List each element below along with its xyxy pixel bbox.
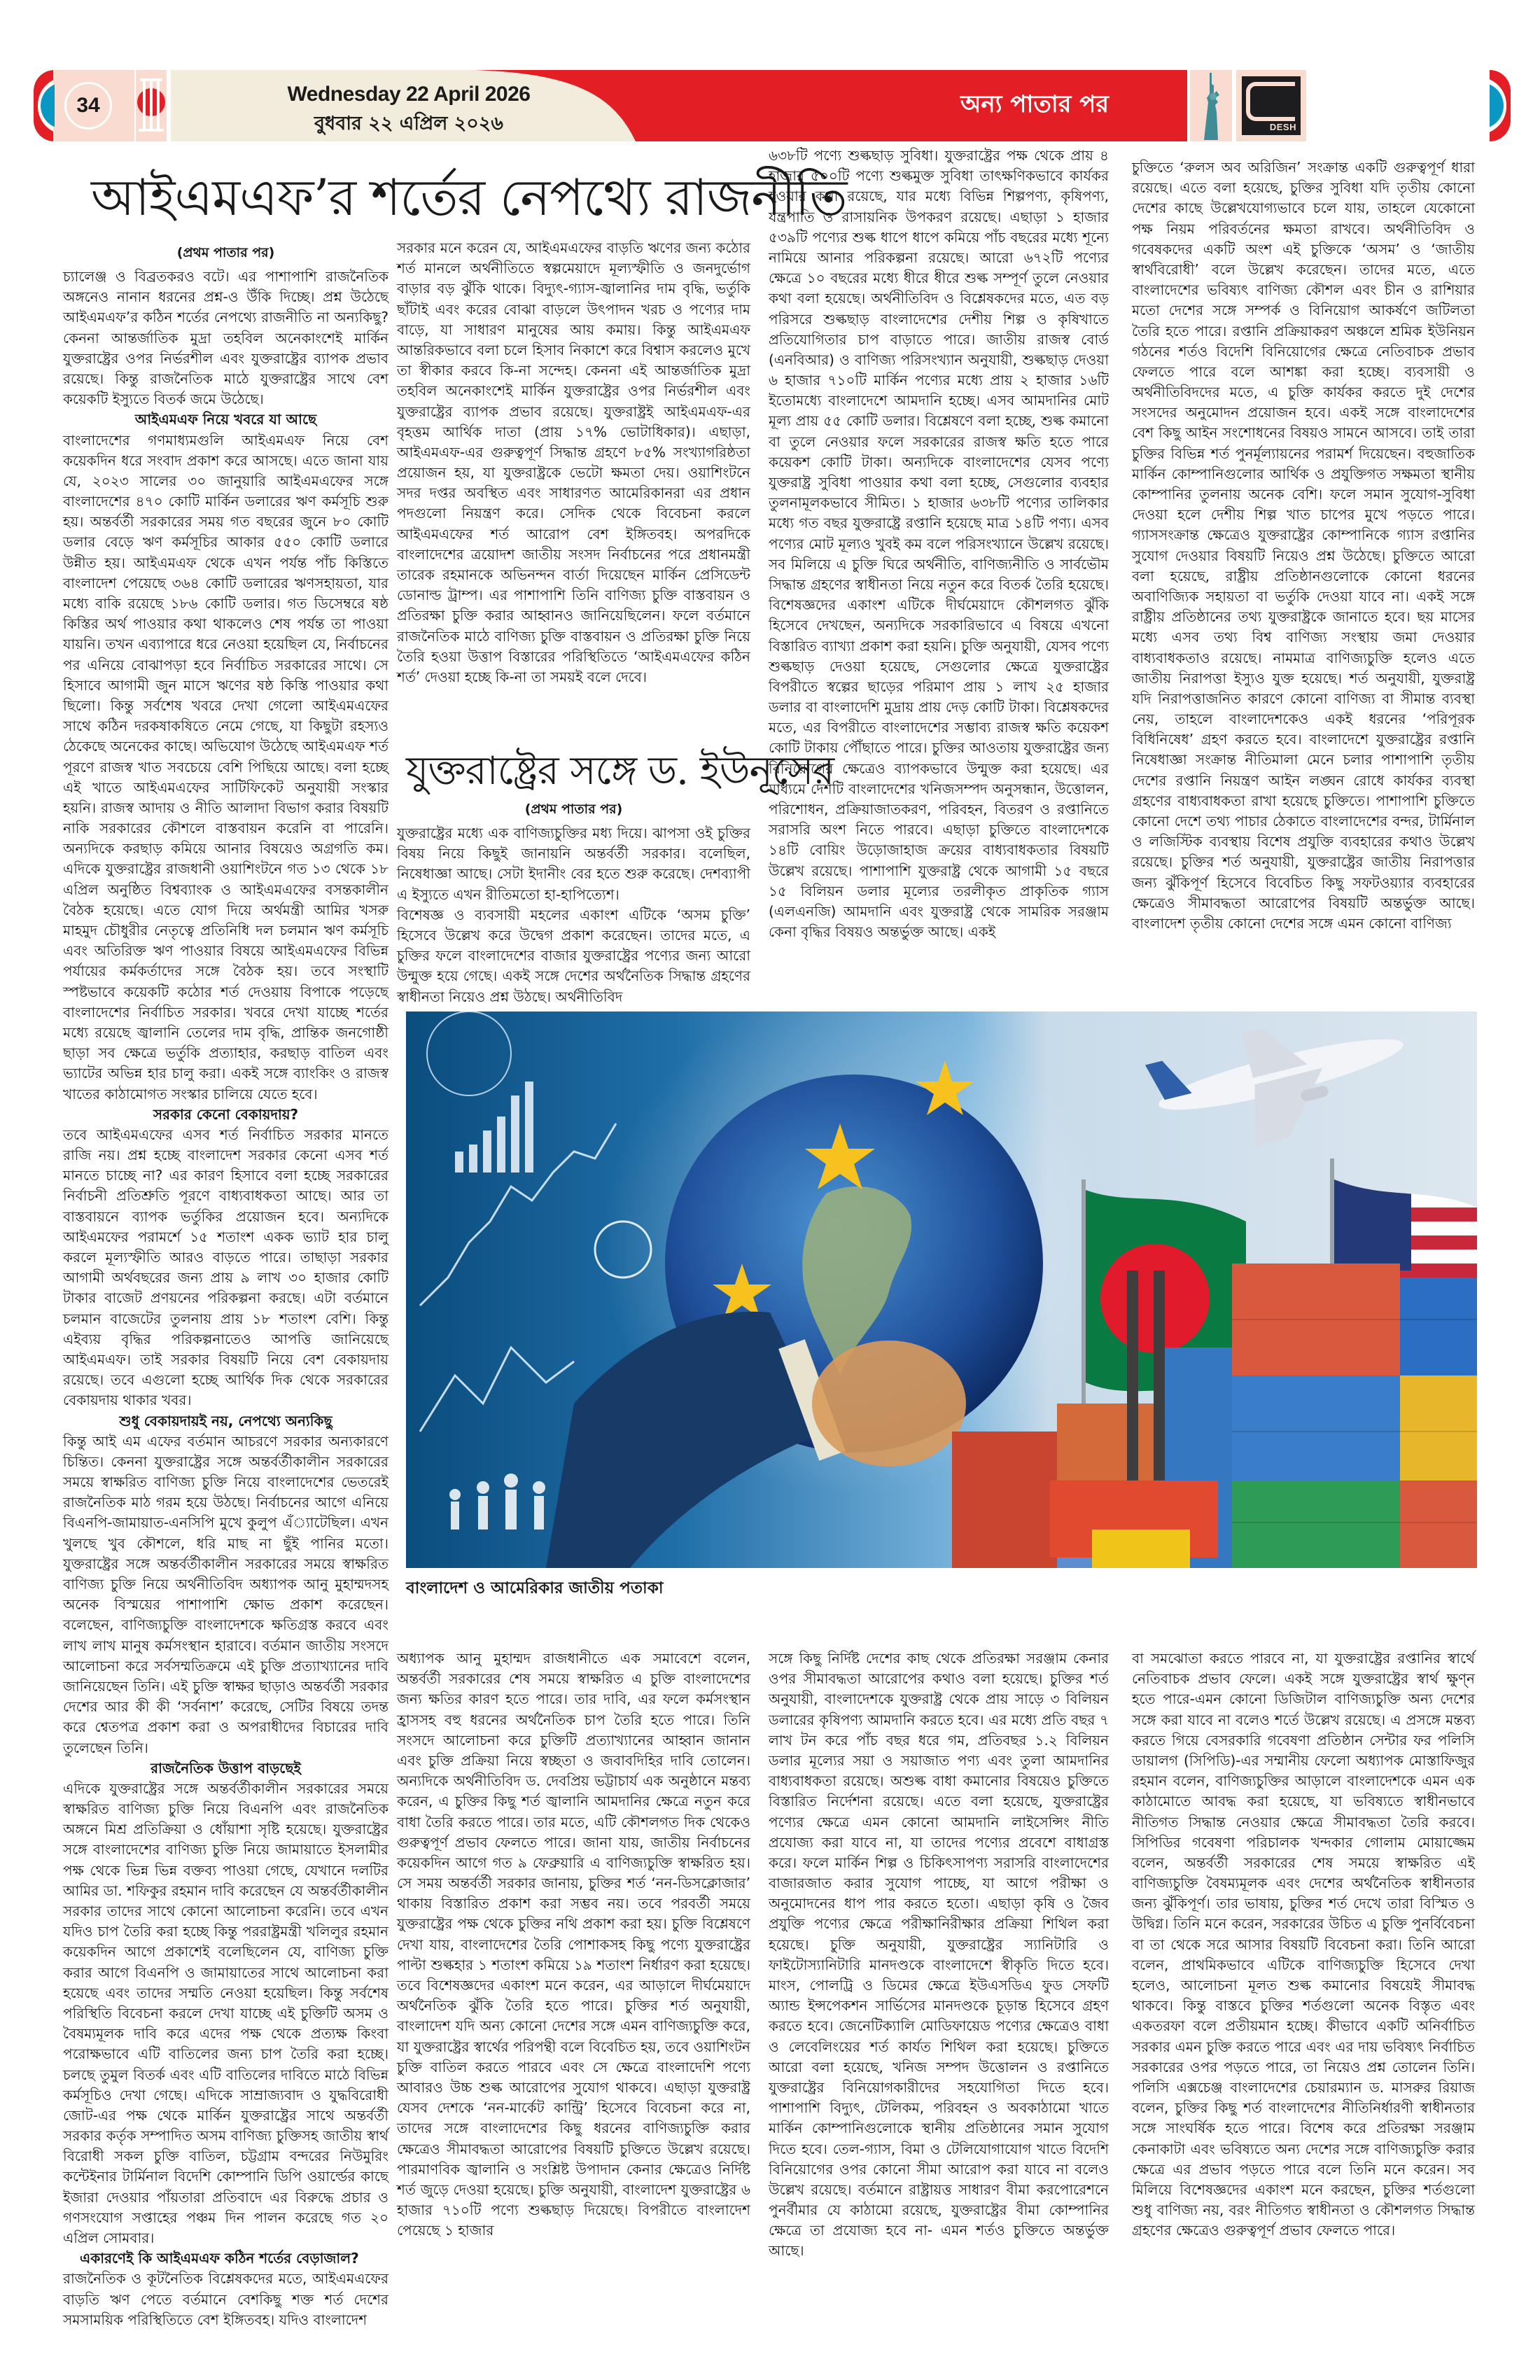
logo-wordmark: DESH: [1269, 122, 1296, 132]
paragraph: সঙ্গে কিছু নির্দিষ্ট দেশের কাছ থেকে প্রতিরক্ষা সরঞ্জাম কেনার ওপর সীমাবদ্ধতা আরোপের কথাও বলা হয়েছে। চুক্তির শর্ত অনুযায়ী, বাংলাদেশকে যুক্তরাষ্ট্র থেকে প্রায় সাড়ে ৩ বিলিয়ন ডলারের কৃষিপণ্য আমদানি করতে হবে। এর মধ্যে প্রতি বছর ৭ লাখ টন করে পাঁচ বছর ধরে গম, প্রতিবছর ১.২ বিলিয়ন ডলার মূল্যের সয়া ও সয়াজাত পণ্য এবং তুলা আমদানির বাধ্যবাধকতা রয়েছে। অশুল্ক বাধা কমানোর বিষয়েও চুক্তিতে বিস্তারিত নির্দেশনা রয়েছে। এতে বলা হয়েছে, যুক্তরাষ্ট্রের পণ্যের ক্ষেত্রে এমন কোনো আমদানি লাইসেন্সিং নীতি প্রযোজ্য করা যাবে না, যা তাদের পণ্যের প্রবেশে বাধাগ্রস্ত করে। ফলে মার্কিন শিল্প ও চিকিৎসাপণ্য সরাসরি বাংলাদেশের বাজারজাত করার সুযোগ পাচ্ছে, যা আগে পরীক্ষা ও অনুমোদনের ধাপ পার করতে হতো। এছাড়া কৃষি ও জৈব প্রযুক্তি পণ্যের ক্ষেত্রে পরীক্ষানিরীক্ষার প্রক্রিয়া শিথিল করা হয়েছে। চুক্তি অনুযায়ী, যুক্তরাষ্ট্রের স্যানিটারি ও ফাইটোস্যানিটারি মানদণ্ডকে বাংলাদেশে স্বীকৃতি দিতে হবে। মাংস, পোলট্রি ও ডিমের ক্ষেত্রে ইউএসডিএ ফুড সেফটি অ্যান্ড ইন্সপেকশন সার্ভিসের মানদণ্ডকে চূড়ান্ত হিসেবে গ্রহণ করতে হবে। জেনেটিক্যালি মোডিফায়েড পণ্যের ক্ষেত্রেও বাধা ও লেবেলিংয়ের শর্ত কার্যত শিথিল করা হয়েছে। চুক্তিতে আরো বলা হয়েছে, খনিজ সম্পদ উত্তোলন ও রপ্তানিতে যুক্তরাষ্ট্রের বিনিয়োগকারীদের সহযোগিতা দিতে হবে। পাশাপাশি বিদ্যুৎ, টেলিকম, পরিবহন ও অবকাঠামো খাতে মার্কিন কোম্পানিগুলোকে স্থানীয় প্রতিষ্ঠানের সমান সুযোগ দিতে হবে। তেল-গ্যাস, বিমা ও টেলিযোগাযোগ খাতে বিদেশি বিনিয়োগের ওপর কোনো সীমা আরোপ করা যাবে না বলেও উল্লেখ রয়েছে। বর্তমানে রাষ্ট্রায়ত্ত সাধারণ বীমা করপোরেশনে পুনর্বীমার যে কাঠামো রয়েছে, যুক্তরাষ্ট্রের বীমা কোম্পানির ক্ষেত্রে তা প্রযোজ্য হবে না- এমন শর্তও চুক্তিতে অন্তর্ভুক্ত আছে।: [769, 1650, 1109, 2260]
photo-caption: বাংলাদেশ ও আমেরিকার জাতীয় পতাকা: [406, 1579, 664, 1597]
airplane-icon: [1144, 1011, 1419, 1167]
paragraph: ৬৩৮টি পণ্যে শুল্কছাড় সুবিধা। যুক্তরাষ্ট্রের পক্ষ থেকে প্রায় ৪ হাজার ৫০০টি পণ্যে শুল্কমুক্ত সুবিধা তাৎক্ষণিকভাবে কার্যকর হওয়ার কথা রয়েছে, যার মধ্যে বিভিন্ন শিল্পপণ্য, কৃষিপণ্য, যন্ত্রপাতি ও রাসায়নিক উপকরণ রয়েছে। এছাড়া ১ হাজার ৫৩৯টি পণ্যের শুল্ক ধাপে ধাপে কমিয়ে পাঁচ বছরের মধ্যে শূন্যে নামিয়ে আনার পরিকল্পনা রয়েছে। আরো ৬৭২টি পণ্যের ক্ষেত্রে ১০ বছরের মধ্যে ধীরে ধীরে শুল্ক সম্পূর্ণ তুলে নেওয়ার কথা বলা হয়েছে। অর্থনীতিবিদ ও বিশ্লেষকদের মতে, এত বড় পরিসরে শুল্কছাড় বাংলাদেশের দেশীয় শিল্প ও কৃষিখাতে প্রতিযোগিতার চাপ বাড়াতে পারে। জাতীয় রাজস্ব বোর্ড (এনবিআর) ও বাণিজ্য পরিসংখ্যান অনুযায়ী, শুল্কছাড় দেওয়া ৬ হাজার ৭১০টি মার্কিন পণ্যের মধ্যে প্রায় ২ হাজার ১৬টি ইতোমধ্যে বাংলাদেশে আমদানি হচ্ছে। এসব আমদানির মোট মূল্য প্রায় ৫৫ কোটি ডলার। বিশ্লেষণে বলা হচ্ছে, শুল্ক কমানো বা তুলে নেওয়ার ফলে সরকারের রাজস্ব ক্ষতি হতে পারে কয়েকশ কোটি টাকা। অন্যদিকে বাংলাদেশের যেসব পণ্যে যুক্তরাষ্ট্র সুবিধা পাওয়ার কথা বলা হচ্ছে, সেগুলোর ব্যবহার তুলনামূলকভাবে সীমিত। ১ হাজার ৬৩৮টি পণ্যের তালিকার মধ্যে গত বছর যুক্তরাষ্ট্রে রপ্তানি হয়েছে মাত্র ১৪টি পণ্য। এসব পণ্যের মোট মূল্যও খুবই কম বলে পরিসংখ্যানে উল্লেখ রয়েছে। সব মিলিয়ে এ চুক্তি ঘিরে অর্থনীতি, বাণিজ্যনীতি ও সার্বভৌম সিদ্ধান্ত গ্রহণের স্বাধীনতা নিয়ে নতুন করে বিতর্ক তৈরি হয়েছে। বিশেষজ্ঞদের একাংশ এটিকে দীর্ঘমেয়াদে কৌশলগত ঝুঁকি হিসেবে দেখছেন, অন্যদিকে সরকারিভাবে এ বিষয়ে এখনো বিস্তারিত ব্যাখ্যা প্রকাশ করা হয়নি। চুক্তি অনুযায়ী, যেসব পণ্যে শুল্কছাড় দেওয়া হয়েছে, সেগুলোর ক্ষেত্রে যুক্তরাষ্ট্রের বিপরীতে স্বল্পের ছাড়ের পরিমাণ প্রায় ১ লাখ ২৫ হাজার ডলার বা বাংলাদেশি মুদ্রায় প্রায় দেড় কোটি টাকা। বিশ্লেষকদের মতে, এর বিপরীতে বাংলাদেশের সম্ভাব্য রাজস্ব ক্ষতি কয়েকশ কোটি টাকায় পৌঁছাতে পারে। চুক্তির আওতায় যুক্তরাষ্ট্রের জন্য বিনিয়োগের ক্ষেত্রেও ব্যাপকভাবে উন্মুক্ত করা হয়েছে। এর মাধ্যমে দেশটি বাংলাদেশের খনিজসম্পদ অনুসন্ধান, উত্তোলন, পরিশোধন, প্রক্রিয়াজাতকরণ, পরিবহন, বিতরণ ও রপ্তানিতে সরাসরি অংশ নিতে পারবে। এছাড়া চুক্তিতে বাংলাদেশকে ১৪টি বোয়িং উড়োজাহাজ ক্রয়ের বাধ্যবাধকতার বিষয়টি উল্লেখ রয়েছে। পাশাপাশি যুক্তরাষ্ট্র থেকে আগামী ১৫ বছরে ১৫ বিলিয়ন ডলার মূল্যের তরলীকৃত প্রাকৃতিক গ্যাস (এলএনজি) আমদানি এবং যুক্তরাষ্ট্র থেকে সামরিক সরঞ্জাম কেনা বৃদ্ধির বিষয়ও অন্তর্ভুক্ত আছে। একই: [769, 147, 1109, 941]
section-label: অন্য পাতার পর: [960, 90, 1110, 118]
paragraph: তবে আইএমএফের এসব শর্ত নির্বাচিত সরকার মানতে রাজি নয়। প্রশ্ন হচ্ছে বাংলাদেশ সরকার কেনো এসব শর্ত মানতে চাচ্ছে না? এর কারণ হিসাবে বলা হচ্ছে সরকারের নির্বাচনী প্রতিশ্রুতি পূরণে বাধ্যবাধকতা আছে। আর তা বাস্তবায়নে ব্যাপক ভর্তুকির প্রয়োজন হবে। অন্যদিকে আইএমফের পরামর্শে ১৫ শতাংশ একক ভ্যাট হার চালু করলে মূল্যস্ফীতি আরও বাড়তে পারে। তাছাড়া সরকার আগামী অর্থবছরের জন্য প্রায় ৯ লাখ ৩০ হাজার কোটি টাকার বাজেট প্রণয়নের পরিকল্পনা করছে। এটা বর্তমানে চলমান বাজেটের তুলনায় প্রায় ১৮ শতাংশ বেশি। কিন্তু এইব্যয় বৃদ্ধির পরিকল্পনাতেও আপত্তি জানিয়েছে আইএমএফ। তাই সরকার বিষয়টি নিয়ে বেশ বেকায়দায় রয়েছে। তবে এগুলো হচ্ছে আর্থিক দিক থেকে সরকারের বেকায়দায় থাকার খবর।: [63, 1126, 388, 1409]
desh-logo: [1236, 70, 1306, 141]
subheading: আইএমএফ নিয়ে খবরে যা আছে: [134, 411, 317, 428]
paragraph: বা সমঝোতা করতে পারবে না, যা যুক্তরাষ্ট্রের রপ্তানির স্বার্থে নেতিবাচক প্রভাব ফেলে। একই সঙ্গে যুক্তরাষ্ট্রের স্বার্থ ক্ষুণ্ন হতে পারে-এমন কোনো ডিজিটাল বাণিজ্যচুক্তি অন্য দেশের সঙ্গে করা যাবে না বলেও শর্তে উল্লেখ রয়েছে। এ প্রসঙ্গে মন্তব্য করতে গিয়ে বেসরকারি গবেষণা প্রতিষ্ঠান সেন্টার ফর পলিসি ডায়ালগ (সিপিডি)-এর সম্মানীয় ফেলো অধ্যাপক মোস্তাফিজুর রহমান বলেন, বাণিজ্যচুক্তির আড়ালে বাংলাদেশকে এমন এক কাঠামোতে আবদ্ধ করা হয়েছে, যা ভবিষ্যতে স্বাধীনভাবে নীতিগত সিদ্ধান্ত নেওয়ার ক্ষেত্রে সীমাবদ্ধতা তৈরি করবে। সিপিডির গবেষণা পরিচালক খন্দকার গোলাম মোয়াজ্জেম বলেন, অন্তর্বর্তী সরকারের শেষ সময়ে স্বাক্ষরিত এই বাণিজ্যচুক্তি বৈষম্যমূলক এবং দেশের অর্থনৈতিক স্বাধীনতার জন্য ঝুঁকিপূর্ণ। তার ভাষায়, চুক্তির শর্ত দেখে তারা বিস্মিত ও উদ্বিগ্ন। তিনি মনে করেন, সরকারের উচিত এ চুক্তি পুনর্বিবেচনা বা তা থেকে সরে আসার বিষয়টি বিবেচনা করা। তিনি আরো বলেন, প্রাথমিকভাবে এটিকে বাণিজ্যচুক্তি হিসেবে দেখা হলেও, আলোচনা মূলত শুল্ক কমানোর বিষয়েই সীমাবদ্ধ থাকবে। কিন্তু বাস্তবে চুক্তির শর্তগুলো অনেক বিস্তৃত এবং একতরফা বলে প্রতীয়মান হচ্ছে। কীভাবে একটি অনির্বাচিত সরকার এমন চুক্তি করতে পারে এবং এর দায় ভবিষ্যৎ নির্বাচিত সরকারের ওপর পড়তে পারে, তা নিয়েও প্রশ্ন তোলেন তিনি। পলিসি এক্সচেঞ্জ বাংলাদেশের চেয়ারম্যান ড. মাসরুর রিয়াজ বলেন, চুক্তির কিছু শর্ত বাংলাদেশের নীতিনির্ধারণী স্বাধীনতার সঙ্গে সাংঘর্ষিক হতে পারে। বিশেষ করে প্রতিরক্ষা সরঞ্জাম কেনাকাটা এবং ভবিষ্যতে অন্য দেশের সঙ্গে বাণিজ্যচুক্তি করার ক্ষেত্রে এর প্রভাব পড়তে পারে বলে তিনি মনে করেন। সব মিলিয়ে বিশেষজ্ঞদের একাংশ মনে করছেন, চুক্তির শর্তগুলো শুধু বাণিজ্য নয়, বরং নীতিগত স্বাধীনতা ও কৌশলগত সিদ্ধান্ত গ্রহণের ক্ষেত্রেও গুরুত্বপূর্ণ প্রভাব ফেলতে পারে।: [1132, 1650, 1475, 2239]
subheading: রাজনৈতিক উত্তাপ বাড়ছেই: [150, 1759, 301, 1777]
article2-column-2: [397, 1648, 750, 2241]
paragraph: চুক্তিতে ‘রুলস অব অরিজিন’ সংক্রান্ত একটি গুরুত্বপূর্ণ ধারা রয়েছে। এতে বলা হয়েছে, চুক্তির সুবিধা যদি তৃতীয় কোনো দেশের কাছে উল্লেখযোগ্যভাবে চলে যায়, তাহলে যেকোনো পক্ষ নিয়ম পরিবর্তনের ক্ষমতা রাখবে। অর্থনীতিবিদ ও গবেষকদের একটি অংশ এই চুক্তিকে ‘অসম’ ও ‘জাতীয় স্বার্থবিরোধী’ বলে উল্লেখ করেছেন। তাদের মতে, এতে বাংলাদেশের ভবিষ্যৎ বাণিজ্য কৌশল এবং চীন ও রাশিয়ার মতো দেশের সঙ্গে সম্পর্ক ও বিনিয়োগ আকর্ষণে জটিলতা তৈরি হতে পারে। রপ্তানি প্রক্রিয়াকরণ অঞ্চলে শ্রমিক ইউনিয়ন গঠনের শর্তও বিদেশি বিনিয়োগের ক্ষেত্রে নেতিবাচক প্রভাব ফেলতে পারে বলে আশঙ্কা করা হচ্ছে। ব্যবসায়ী ও অর্থনীতিবিদদের মতে, এ চুক্তি কার্যকর করতে দুই দেশের সংসদের অনুমোদন প্রয়োজন হবে। একই সঙ্গে বাংলাদেশের বেশ কিছু আইন সংশোধনের বিষয়ও সামনে আসবে। তাই তারা চুক্তির বিভিন্ন শর্ত পুনর্মূল্যায়নের পরামর্শ দিয়েছেন। বহুজাতিক মার্কিন কোম্পানিগুলোর আর্থিক ও প্রযুক্তিগত সক্ষমতা স্থানীয় কোম্পানির তুলনায় অনেক বেশি। ফলে সমান সুযোগ-সুবিধা দেওয়া হলে দেশীয় শিল্প খাত চাপের মুখে পড়তে পারে। গ্যাসসংক্রান্ত ক্ষেত্রেও যুক্তরাষ্ট্রের কোম্পানিকে গ্যাস রপ্তানির সুযোগ দেওয়ার বিষয়টি নিয়েও প্রশ্ন উঠেছে। চুক্তিতে আরো বলা হয়েছে, রাষ্ট্রীয় প্রতিষ্ঠানগুলোকে কোনো ধরনের অবাণিজ্যিক সহায়তা বা ভর্তুকি দেওয়া যাবে না। একই সঙ্গে রাষ্ট্রীয় প্রতিষ্ঠানের তথ্য যুক্তরাষ্ট্রকে জানাতে হবে। ছয় মাসের মধ্যে এসব তথ্য বিশ্ব বাণিজ্য সংস্থায় জমা দেওয়ার বাধ্যবাধকতাও রয়েছে। নামমাত্র বাণিজ্যচুক্তি হলেও এতে জাতীয় নিরাপত্তা ইস্যুও যুক্ত হয়েছে। শর্ত অনুযায়ী, যুক্তরাষ্ট্র যদি নিরাপত্তাজনিত কারণে কোনো বাণিজ্য বা সীমান্ত ব্যবস্থা নেয়, তাহলে বাংলাদেশকেও একই ধরনের ‘পরিপূরক বিধিনিষেধ’ গ্রহণ করতে হবে। বাংলাদেশে যুক্তরাষ্ট্রের রপ্তানি নিষেধাজ্ঞা সংক্রান্ত নীতিমালা মেনে চলার পাশাপাশি তৃতীয় দেশের রপ্তানি নিয়ন্ত্রণ আইন লঙ্ঘন রোধে কার্যকর ব্যবস্থা গ্রহণের বাধ্যবাধকতা রাখা হয়েছে চুক্তিতে। পাশাপাশি চুক্তিতে কোনো দেশে তথ্য পাচার ঠেকাতে বাংলাদেশের বন্দর, টার্মিনাল ও লজিস্টিক ব্যবস্থায় বিশেষ প্রযুক্তি ব্যবহারের কথাও উল্লেখ রয়েছে। চুক্তির শর্ত অনুযায়ী, যুক্তরাষ্ট্রের জাতীয় নিরাপত্তার জন্য ঝুঁকিপূর্ণ হিসেবে বিবেচিত কিছু সফটওয়্যার ব্যবহারের ক্ষেত্রেও সীমাবদ্ধতা আরোপের বিষয়টি অন্তর্ভুক্ত আছে। বাংলাদেশ তৃতীয় কোনো দেশের সঙ্গে এমন কোনো বাণিজ্য: [1132, 159, 1475, 932]
article2-column-top: [397, 798, 750, 1007]
paragraph: কিন্তু আই এম এফের বর্তমান আচরণে সরকার অন্যকারণে চিন্তিত। কেননা যুক্তরাষ্ট্রের সঙ্গে অন্তর্বর্তীকালীন সরকারের সময়ে স্বাক্ষরিত বাণিজ্য চুক্তি নিয়ে বাংলাদেশের ভেতরেই রাজনৈতিক মাঠ গরম হয়ে উঠছে। নির্বাচনের আগে এনিয়ে বিএনপি-জামায়াত-এনসিপি মুখে কুলুপ এঁ্যাটেছিল। এখন খুলছে খুব কৌশলে, ধরি মাছ না ছুঁই পানির মতো। যুক্তরাষ্ট্রের সঙ্গে অন্তর্বর্তীকালীন সরকারের সময়ে স্বাক্ষরিত বাণিজ্য চুক্তি নিয়ে অর্থনীতিবিদ অধ্যাপক আনু মুহাম্মদসহ অনেক বিস্ময়ের পাশাপাশি ক্ষোভ প্রকাশ করেছেন। বলেছেন, বাণিজ্যচুক্তি বাংলাদেশকে ক্ষতিগ্রস্ত করবে এবং লাখ লাখ মানুষ কর্মসংস্থান হারাবে। বর্তমান জাতীয় সংসদে আলোচনা করে সর্বসম্মতিক্রমে এই চুক্তি প্রত্যাখ্যানের দাবি জানিয়েছেন তিনি। এই চুক্তি স্বাক্ষর ছাড়াও অন্তর্বর্তী সরকার দেশের আর কী কী ‘সর্বনাশ’ করেছে, সেটির বিষয়ে তদন্ত করে শ্বেতপত্র প্রকাশ করা ও অপরাধীদের বিচারের দাবি তুলেছেন তিনি।: [63, 1432, 388, 1756]
paragraph: এদিকে যুক্তরাষ্ট্রের সঙ্গে অন্তর্বর্তীকালীন সরকারের সময়ে স্বাক্ষরিত বাণিজ্য চুক্তি নিয়ে বিএনপি এবং রাজনৈতিক অঙ্গনে মিশ্র প্রতিক্রিয়া ও ধোঁয়াশা সৃষ্টি হয়েছে। যুক্তরাষ্ট্রের সঙ্গে বাংলাদেশের বাণিজ্য চুক্তি নিয়ে জামায়াতে ইসলামীর পক্ষ থেকে ভিন্ন ভিন্ন বক্তব্য পাওয়া গেছে, যেখানে দলটির আমির ডা. শফিকুর রহমান দাবি করেছেন যে অন্তর্বর্তীকালীন সরকার তাদের সাথে কোনো আলোচনা করেনি। তবে এখন যদিও চাপ তৈরি করা হচ্ছে কিন্তু পররাষ্ট্রমন্ত্রী খলিলুর রহমান কয়েকদিন আগে প্রকাশেই বলেছিলেন যে, বাণিজ্য চুক্তি করার আগে বিএনপি ও জামায়াতের সাথে আলোচনা করা হয়েছে এবং তাদের সম্মতি নেওয়া হয়েছিল। কিন্তু সর্বশেষ পরিস্থিতি বিবেচনা করলে দেখা যাচ্ছে এই চুক্তিটি অসম ও বৈষম্যমূলক দাবি করে এদের পক্ষ থেকে প্রত্যক্ষ কিংবা পরোক্ষভাবে এটি বাতিলের জন্য চাপ তৈরি করা হচ্ছে। চলছে তুমুল বিতর্ক এবং এটি বাতিলের দাবিতে মাঠে বিভিন্ন কর্মসূচিও দেখা গেছে। এদিকে সাম্রাজ্যবাদ ও যুদ্ধবিরোধী জোট-এর পক্ষ থেকে মার্কিন যুক্তরাষ্ট্রের সাথে অন্তর্বর্তী সরকার কর্তৃক সম্পাদিত অসম বাণিজ্য চুক্তিসহ জাতীয় স্বার্থ বিরোধী সকল চুক্তি বাতিল, চট্টগ্রাম বন্দরের নিউমুরিং কন্টেইনার টার্মিনাল বিদেশি কোম্পানি ডিপি ওয়ার্ল্ডের কাছে ইজারা দেওয়ার পাঁয়তারা প্রতিবাদে এর বিরুদ্ধে প্রচার ও গণসংযোগ সপ্তাহের পঞ্চম দিন পালন করেছে গত ২০ এপ্রিল সোমবার।: [63, 1779, 388, 2246]
page-header: [34, 70, 1511, 141]
article2-column-4: [1132, 1648, 1475, 2241]
article-photo: [406, 1011, 1477, 1568]
paragraph: চ্যালেঞ্জ ও বিব্রতকরও বটে। এর পাশাপাশি রাজনৈতিক অঙ্গনেও নানান ধরনের প্রশ্ন-ও উঁকি দিচ্ছে। প্রশ্ন উঠেছে আইএমএফ’র কঠিন শর্তের নেপথ্যে রাজনীতি না অন্যকিছু? কেননা আন্তর্জাতিক মুদ্রা তহবিল অনেকাংশেই মার্কিন যুক্তরাষ্ট্রের ওপর নির্ভরশীল এবং যুক্তরাষ্ট্রের ব্যাপক প্রভাব রয়েছে। কিন্তু রাজনৈতিক মাঠে যুক্তরাষ্ট্রের সাথে বেশ কয়েকটি ইস্যুতে বিতর্ক জমে উঠেছে।: [63, 268, 388, 408]
header-right-cap: [1490, 70, 1511, 141]
article1-continued-label: (প্রথম পাতার পর): [176, 245, 275, 260]
subheading: সরকার কেনো বেকায়দায়?: [153, 1105, 299, 1123]
paragraph: অধ্যাপক আনু মুহাম্মদ রাজধানীতে এক সমাবেশে বলেন, অন্তর্বর্তী সরকারের শেষ সময়ে স্বাক্ষরিত এ চুক্তি বাংলাদেশের জন্য ক্ষতির কারণ হতে পারে। তার দাবি, এর ফলে কর্মসংস্থান হ্রাসসহ বহু ধরনের অর্থনৈতিক চাপ তৈরি হতে পারে। তিনি সংসদে আলোচনা করে চুক্তিটি প্রত্যাখ্যানের আহ্বান জানান এবং চুক্তি প্রক্রিয়া নিয়ে স্বচ্ছতা ও জবাবদিহির দাবি তোলেন। অন্যদিকে অর্থনীতিবিদ ড. দেবপ্রিয় ভট্টাচার্য এক অনুষ্ঠানে মন্তব্য করেন, এ চুক্তির কিছু শর্ত জ্বালানি আমদানির ক্ষেত্রে নতুন করে বাধা তৈরি করতে পারে। তার মতে, এটি কৌশলগত দিক থেকেও গুরুত্বপূর্ণ প্রভাব ফেলতে পারে। জানা যায়, জাতীয় নির্বাচনের কয়েকদিন আগে গত ৯ ফেব্রুয়ারি এ বাণিজ্যচুক্তি স্বাক্ষরিত হয়। সে সময় অন্তর্বর্তী সরকার জানায়, চুক্তির শর্ত ‘নন-ডিসক্লোজার’ থাকায় বিস্তারিত প্রকাশ করা সম্ভব নয়। তবে পরবর্তী সময়ে যুক্তরাষ্ট্রের পক্ষ থেকে চুক্তির নথি প্রকাশ করা হয়। চুক্তি বিশ্লেষণে দেখা যায়, বাংলাদেশের তৈরি পোশাকসহ কিছু পণ্যে যুক্তরাষ্ট্রের পাল্টা শুল্কহার ১ শতাংশ কমিয়ে ১৯ শতাংশ নির্ধারণ করা হয়েছে। তবে বিশেষজ্ঞদের একাংশ মনে করেন, এর আড়ালে দীর্ঘমেয়াদে অর্থনৈতিক ঝুঁকি তৈরি হতে পারে। চুক্তির শর্ত অনুযায়ী, বাংলাদেশ যদি অন্য কোনো দেশের সঙ্গে এমন বাণিজ্যচুক্তি করে, যা যুক্তরাষ্ট্রের স্বার্থের পরিপন্থী বলে বিবেচিত হয়, তবে ওয়াশিংটন চুক্তি বাতিল করতে পারবে এবং সে ক্ষেত্রে বাংলাদেশি পণ্যে আবারও উচ্চ শুল্ক আরোপের সুযোগ থাকবে। এছাড়া যুক্তরাষ্ট্র যেসব দেশকে ‘নন-মার্কেট কান্ট্রি’ হিসেবে বিবেচনা করে না, তাদের সঙ্গে বাংলাদেশের কিছু ধরনের বাণিজ্যচুক্তি করার ক্ষেত্রেও সীমাবদ্ধতা আরোপের বিষয়টি চুক্তিতে উল্লেখ রয়েছে। পারমাণবিক জ্বালানি ও সংশ্লিষ্ট উপাদান কেনার ক্ষেত্রেও নির্দিষ্ট শর্ত জুড়ে দেওয়া হয়েছে। চুক্তি অনুযায়ী, বাংলাদেশ যুক্তরাষ্ট্রের ৬ হাজার ৭১০টি পণ্যে শুল্কছাড় দিয়েছে। বিপরীতে বাংলাদেশ পেয়েছে ১ হাজার: [397, 1650, 750, 2239]
page-number: 34: [64, 82, 112, 130]
article1-column-2: [397, 238, 750, 687]
paragraph: রাজনৈতিক ও কূটনৈতিক বিশ্লেষকদের মতে, আইএমএফের বাড়তি ঋণ পেতে বর্তমানে বেশকিছু শক্ত শর্ত দেশের সমসাময়িক পরিস্থিতিতে বেশ ইঙ্গিতবহ। যদিও বাংলাদেশ: [63, 2270, 388, 2328]
paragraph: সরকার মনে করেন যে, আইএমএফের বাড়তি ঋণের জন্য কঠোর শর্ত মানলে অর্থনীতিতে স্বল্পমেয়াদে মূল্যস্ফীতি ও জনদুর্ভোগ বাড়ার বড় ঝুঁকি থাকে। বিদ্যুৎ-গ্যাস-জ্বালানির দাম বৃদ্ধি, ভর্তুকি ছাঁটাই এবং করের বোঝা বাড়লে উৎপাদন খরচ ও পণ্যের দাম বাড়ে, যা সাধারণ মানুষের আয় কমায়। কিন্তু আইএমএফ আন্তরিকভাবে বলা চলে হিসাব নিকাশে করে বিশ্বাস করলেও মুখে তা স্বীকার করবে কি-না সন্দেহ। কেননা এই আন্তর্জাতিক মুদ্রা তহবিল অনেকাংশেই মার্কিন যুক্তরাষ্ট্রের ওপর নির্ভরশীল এবং যুক্তরাষ্ট্রের ব্যাপক প্রভাব রয়েছে। যুক্তরাষ্ট্রই আইএমএফ-এর বৃহত্তম আর্থিক দাতা (প্রায় ১৭% ভোটাধিকার)। এছাড়া, আইএমএফ-এর গুরুত্বপূর্ণ সিদ্ধান্ত গ্রহণে ৮৫% সংখ্যাগরিষ্ঠতা প্রয়োজন হয়, যা যুক্তরাষ্ট্রকে ভেটো ক্ষমতা দেয়। ওয়াশিংটনে সদর দপ্তর অবস্থিত এবং সাধারণত আমেরিকানরা এর প্রধান পদগুলো নিয়ন্ত্রণ করে। সেদিক থেকে বিবেচনা করলে আইএমএফের শর্ত আরোপ বেশ ইঙ্গিতবহ। অপরদিকে বাংলাদেশের ত্রয়োদশ জাতীয় সংসদ নির্বাচনের পরে প্রধানমন্ত্রী তারেক রহমানকে অভিনন্দন বার্তা দিয়েছেন মার্কিন প্রেসিডেন্ট ডোনাল্ড ট্রাম্প। এর পাশাপাশি তিনি বাণিজ্য চুক্তি বাস্তবায়ন ও প্রতিরক্ষা চুক্তি করার আহ্বানও জানিয়েছিলেন। ফলে বর্তমানে রাজনৈতিক মাঠে বাণিজ্য চুক্তি বাস্তবায়ন ও প্রতিরক্ষা চুক্তি নিয়ে তৈরি হওয়া উত্তাপ বিস্তারের পরিস্থিতিতে ‘আইএমএফের কঠিন শর্ত’ দেওয়া হচ্ছে কি-না তা সময়ই বলে দেবে।: [397, 239, 750, 685]
article1-column-1: [63, 241, 388, 2330]
subheading: একারণেই কি আইএমএফ কঠিন শর্তের বেড়াজাল?: [80, 2250, 359, 2267]
date-english: Wednesday 22 April 2026: [287, 83, 531, 106]
paragraph: যুক্তরাষ্ট্রের মধ্যে এক বাণিজ্যচুক্তির মধ্য দিয়ে। ঝাপসা ওই চুক্তির বিষয় নিয়ে কিছুই জানায়নি অন্তর্বর্তী সরকার। বলেছিল, নিষেধাজ্ঞা আছে। সেটা ইদানীং বের হতে শুরু করেছে। দেশব্যাপী এ ইস্যুতে এখন রীতিমতো হা-হাপিত্যেশ। বিশেষজ্ঞ ও ব্যবসায়ী মহলের একাংশ এটিকে ‘অসম চুক্তি’ হিসেবে উল্লেখ করে উদ্বেগ প্রকাশ করেছেন। তাদের মতে, এ চুক্তির ফলে বাংলাদেশের বাজার যুক্তরাষ্ট্রের পণ্যের জন্য আরো উন্মুক্ত হয়ে গেছে। একই সঙ্গে দেশের অর্থনৈতিক সিদ্ধান্ত গ্রহণের স্বাধীনতা নিয়েও প্রশ্ন উঠছে। অর্থনীতিবিদ: [397, 825, 750, 1005]
article1-headline: আইএমএফ’র শর্তের নেপথ্যে রাজনীতি: [91, 168, 847, 227]
article2-headline: যুক্তরাষ্ট্রের সঙ্গে ড. ইউনূসের: [406, 748, 834, 794]
article2-column-3: [769, 1648, 1109, 2262]
date-bengali: বুধবার ২২ এপ্রিল ২০২৬: [314, 113, 503, 134]
photo-illustration: [406, 1011, 1477, 1568]
paragraph: বাংলাদেশের গণমাধ্যমগুলি আইএমএফ নিয়ে বেশ কয়েকদিন ধরে সংবাদ প্রকাশ করে আসছে। এতে জানা যায় যে, ২০২৩ সালের ৩০ জানুয়ারি আইএমএফের সঙ্গে বাংলাদেশের ৪৭০ কোটি মার্কিন ডলারের ঋণ কর্মসূচি শুরু হয়। অন্তর্বর্তী সরকারের সময় গত বছরের জুনে ৮০ কোটি ডলার বেড়ে ঋণ কর্মসূচির আকার ৫৫০ কোটি ডলারে উন্নীত হয়। আইএমএফ থেকে এখন পর্যন্ত পাঁচ কিস্তিতে বাংলাদেশ পেয়েছে ৩৬৪ কোটি ডলারের ঋণসহায়তা, যার মধ্যে বাকি রয়েছে ১৮৬ কোটি ডলার। গত ডিসেম্বরে ষষ্ঠ কিস্তির অর্থ পাওয়ার কথা থাকলেও শেষ পর্যন্ত তা পাওয়া যায়নি। তখন এব্যাপারে ধরে নেওয়া হয়েছিল যে, নির্বাচনের পর এনিয়ে বোঝাপড়া হবে নির্বাচিত সরকারের সাথে। সে হিসাবে আগামী জুন মাসে ঋণের ষষ্ঠ কিস্তি পাওয়ার কথা ছিলো। কিন্তু সর্বশেষ খবরে দেখা গেলো আইএমএফের সাথে কঠিন দরকষাকষিতে নেমে গেছে, যা কিছুটা রহস্যও ঠেকেছে অনেকের কাছে। অভিযোগ উঠেছে আইএমএফ শর্ত পূরণে রাজস্ব খাত সবচেয়ে বেশি পিছিয়ে আছে। বলা হচ্ছে এই খাতে আইএমএফের সাটিফিকেট অনুযায়ী সংস্কার হয়নি। রাজস্ব আদায় ও নীতি আলাদা বিভাগ করার বিষয়টি নাকি সরকারের কৌশলে বাস্তবায়ন করেনি বা পারেনি। অন্যদিকে করছাড় কমিয়ে আনার বিষয়েও অগ্রগতি কম। এদিকে যুক্তরাষ্ট্রের রাজধানী ওয়াশিংটনে গত ১৩ থেকে ১৮ এপ্রিল অনুষ্ঠিত বিশ্বব্যাংক ও আইএমএফের বসন্তকালীন বৈঠক হয়েছে। এতে যোগ দিয়ে অর্থমন্ত্রী আমির খসরু মাহমুদ চৌধুরীর নেতৃত্বে প্রতিনিধি দল চলমান ঋণ কর্মসূচি এবং অতিরিক্ত ঋণ পাওয়ার বিষয়ে আইএমএফের বিভিন্ন পর্যায়ের কর্মকর্তাদের সঙ্গে বৈঠক হয়। তবে সংস্থাটি স্পষ্টভাবে কয়েকটি কঠোর শর্ত দেওয়ায় বিপাকে পড়েছে বাংলাদেশের নির্বাচিত সরকার। খবরে দেখা যাচ্ছে শর্তের মধ্যে রয়েছে জ্বালানি তেলের দাম বৃদ্ধি, প্রান্তিক জনগোষ্ঠী ছাড়া সব ক্ষেত্রে ভর্তুকি প্রত্যাহার, করছাড় বাতিল এবং ভ্যাটের অভিন্ন হার চালু করা। একই সঙ্গে ব্যাংকিং ও রাজস্ব খাতের কাঠামোগত সংস্কার চালিয়ে যেতে হবে।: [63, 431, 388, 1102]
article2-continued-label: (প্রথম পাতার পর): [524, 802, 623, 817]
statue-of-liberty-icon: [1190, 70, 1232, 141]
article1-column-3: [769, 146, 1109, 942]
subheading: শুধু বেকায়দায়ই নয়, নেপথ্যে অন্যকিছু: [119, 1412, 332, 1429]
page-number-box: [53, 70, 134, 141]
article1-column-4: [1132, 158, 1475, 934]
shaheed-minar-icon: [136, 70, 167, 141]
header-left-cap: [34, 70, 55, 141]
